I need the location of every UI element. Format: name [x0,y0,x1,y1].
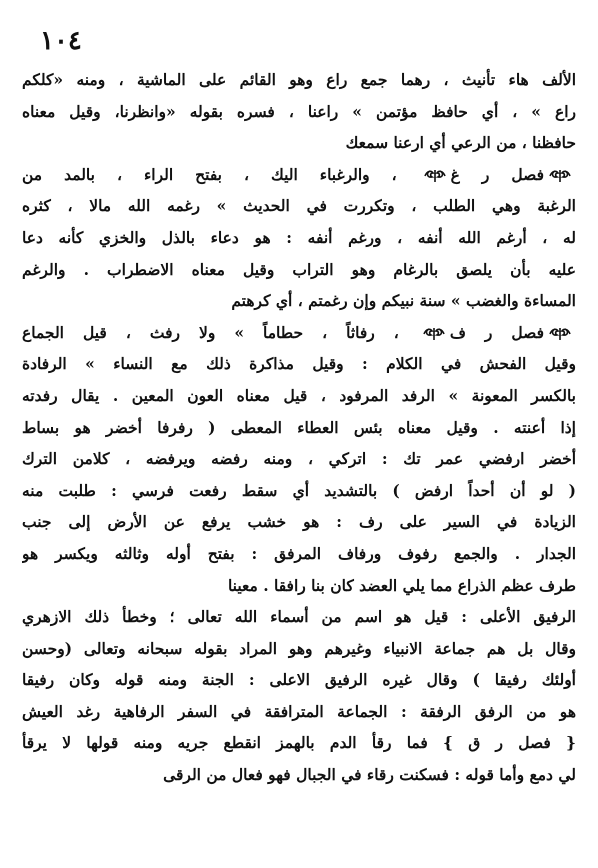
text-line: هو من الرفق الرفقة : الجماعة المترافقة في السفر الرفاهية رغد العيش [22,701,576,721]
text-line: أولئك رفيقا ) وقال غيره الرفيق الاعلى : الجنة ومنه قوله وكان رفيقا [22,670,576,690]
text-line: حافظنا ، من الرعي أي ارعنا سمعك [345,133,576,153]
text-line: المساءة والغضب » سنة نبيكم وإن رغمتم ، أي كرهتم [231,291,576,311]
text-line: ( لو أن أحداً ارفض ) بالتشديد أي سقط رفعت فرسي : طلبت منه [22,480,576,500]
ornament-icon [422,167,448,185]
page-number: ١٠٤ [40,26,82,56]
section-heading-line [22,159,576,191]
section-heading-line: { فصل ر ق } فما رقأ الدم بالهمز انقطع جريه ومنه قولها لا يرقأ [22,733,576,753]
dictionary-text [22,64,576,791]
section-text: ، رفاثاً ، حطاماً » ولا رفث ، قيل الجماع [22,322,399,342]
section-heading-line [22,317,576,349]
text-line: الزيادة في السير على رف : هو خشب يرفع عن الأرض إلى جنب [22,512,576,532]
text-line: بالكسر المعونة » الرفد المرفود ، قيل معناه العون المعين . يقال رفدته [22,385,576,405]
ornament-icon [547,167,573,185]
text-line: الرغبة وهي الطلب ، وتكررت في الحديث » رغمه الله مالا ، كثره [22,196,576,216]
text-line: إذا أعنته . وقيل معناه بئس العطاء المعطى ( رفرفا أخضر هو بساط [22,417,576,437]
text-line: عليه بأن يلصق بالرغام وهو التراب وقيل معناه الاضطراب . والرغم [22,259,576,279]
text-line: وقيل الفحش في الكلام : وقيل مذاكرة ذلك مع النساء » الرفادة [22,354,576,374]
text-line: الألف هاء تأنيث ، رهما جمع راع وهو القائم على الماشية ، ومنه «كلكم [22,70,576,89]
text-line: الرفيق الأعلى : قيل هو اسم من أسماء الله تعالى ؛ وخطأ ذلك الازهري [22,607,576,627]
text-line: أخضر ارفضي عمر تك : اتركي ، ومنه رفضه ويرفضه ، كلامن الترك [22,449,576,469]
ornament-icon [421,325,447,343]
section-heading: فصل ر غ [450,164,545,184]
text-line: الجدار . والجمع رفوف ورفاف المرفق : بفتح أوله وثالثه ويكسر هو [22,543,576,563]
text-line: طرف عظم الذراع مما يلي العضد كان بنا رافقا . معينا [227,575,576,595]
text-line: راع » ، أي حافظ مؤتمن » راعنا ، فسره بقوله «وانظرنا، وقيل معناه [22,101,576,121]
ornament-icon [547,325,573,343]
section-heading: فصل ر ف [449,322,544,342]
text-line: وقال بل هم جماعة الانبياء وغيرهم وهو المراد بقوله سبحانه وتعالى (وحسن [22,638,576,658]
text-line: لي دمع وأما قوله : فسكنت رقاء في الجبال فهو فعال من الرقى [163,765,576,785]
section-text: ، والرغباء اليك ، بفتح الراء ، بالمد من [22,164,397,184]
text-line: له ، أرغم الله أنفه ، ورغم أنفه : هو دعاء بالذل والخزي كأنه دعا [22,227,576,247]
